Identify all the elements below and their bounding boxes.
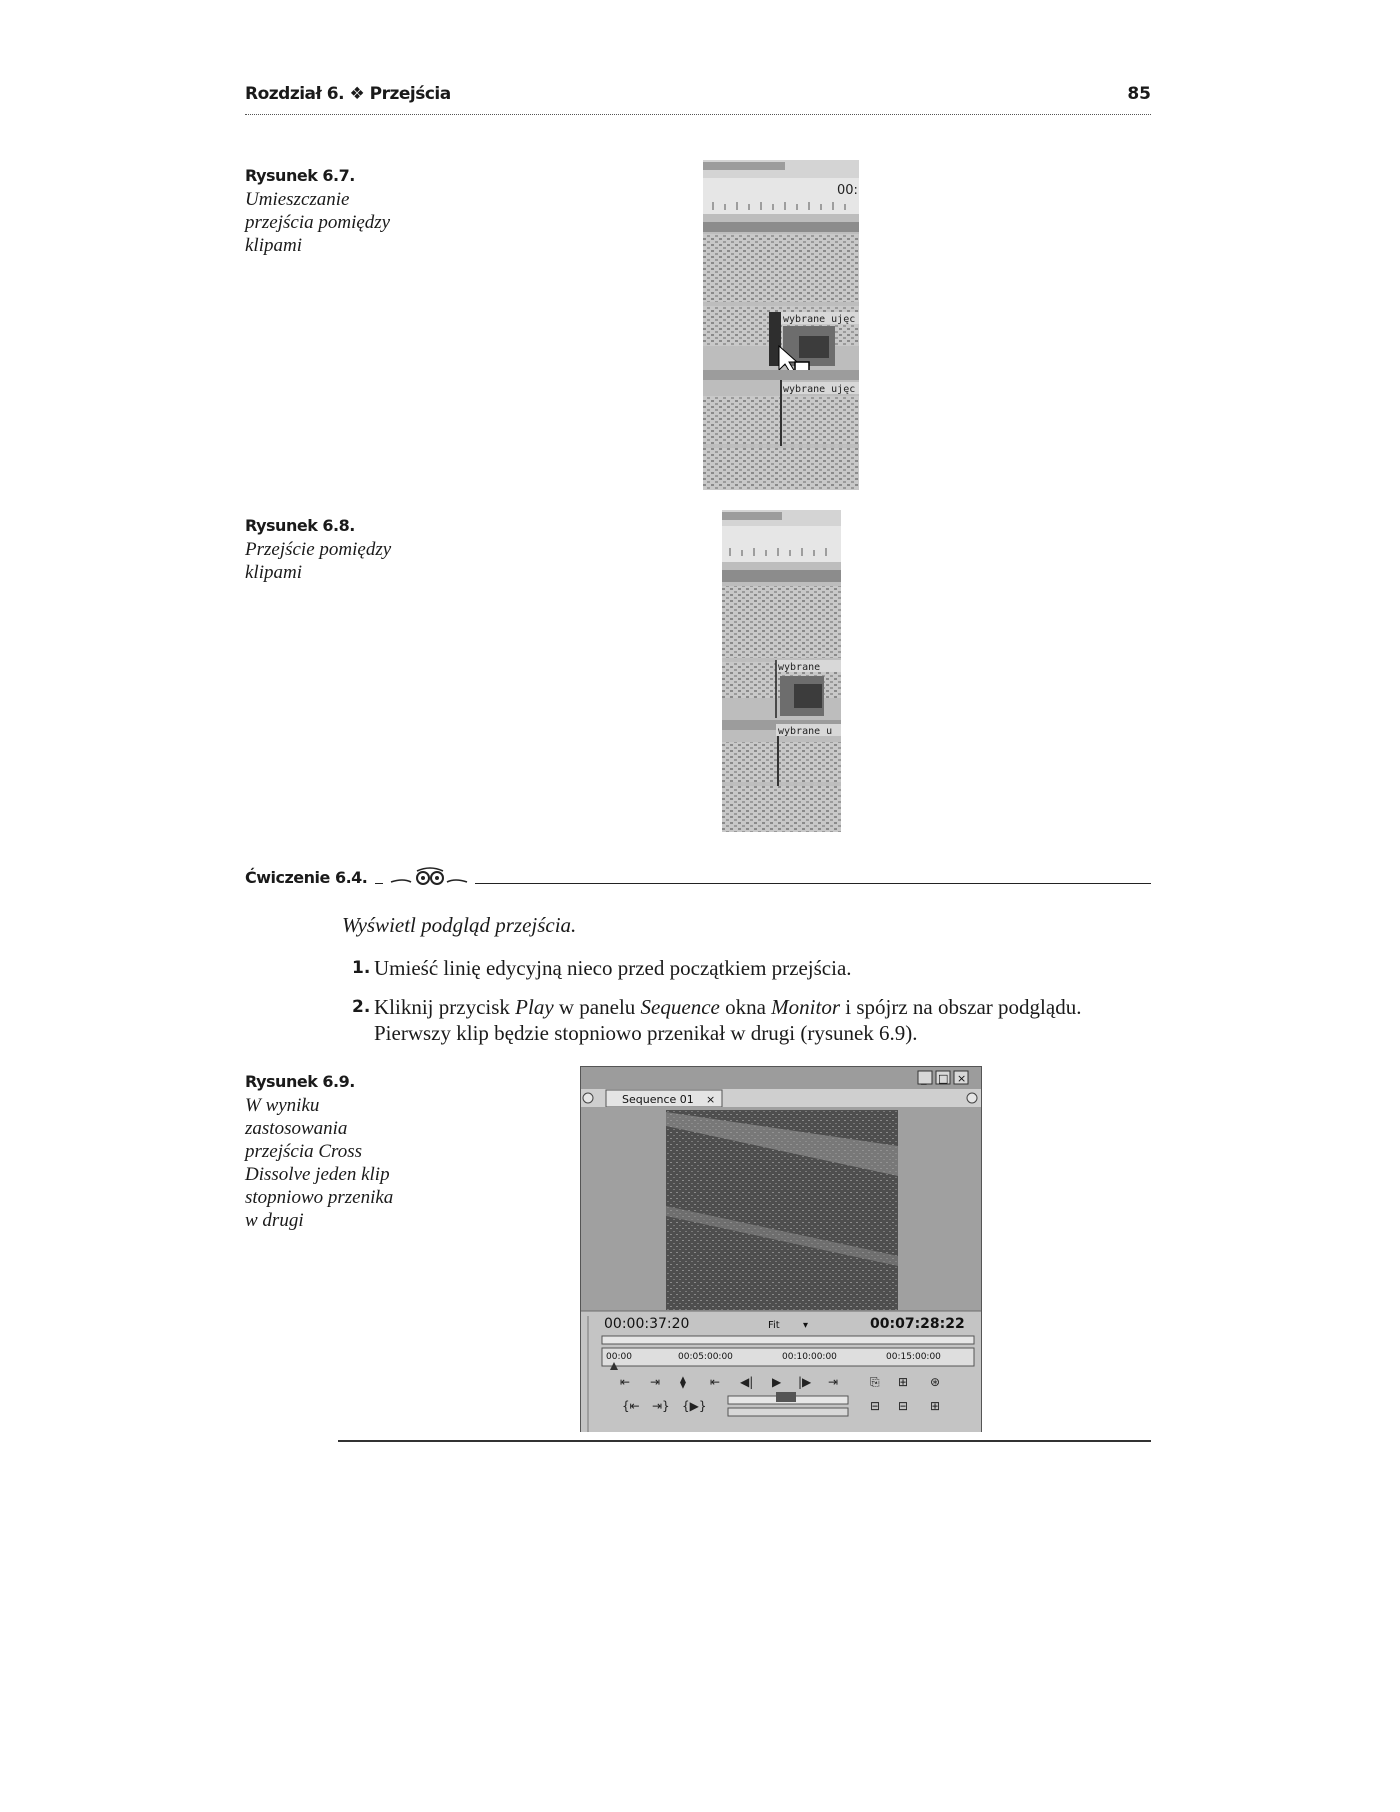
chapter-title: Rozdział 6. ❖ Przejścia [245, 84, 451, 104]
svg-text:00:05:00:00: 00:05:00:00 [678, 1352, 733, 1362]
figure-caption-text: Umieszczanie przejścia pomiędzy klipami [245, 189, 391, 256]
figure-6-7-screenshot [703, 160, 859, 490]
svg-text:wybrane ujęc: wybrane ujęc [783, 384, 856, 395]
svg-text:▾: ▾ [803, 1320, 809, 1331]
svg-text:00:10:00:00: 00:10:00:00 [782, 1352, 837, 1362]
svg-text:{⇤: {⇤ [622, 1399, 640, 1413]
svg-text:⇤: ⇤ [710, 1375, 721, 1389]
exercise-heading [245, 866, 1151, 892]
svg-text:⧫: ⧫ [680, 1375, 686, 1389]
svg-text:▶: ▶ [772, 1375, 782, 1389]
step-text: Umieść linię edycyjną nieco przed początkiem przejścia. [374, 956, 852, 980]
svg-text:⇥: ⇥ [650, 1375, 661, 1389]
svg-text:⊟: ⊟ [870, 1399, 881, 1413]
figure-label: Rysunek 6.8. [245, 516, 355, 535]
svg-text:Fit: Fit [768, 1320, 780, 1331]
step-text: Kliknij przycisk Play w panelu Sequence okna Monitor i spójrz na obszar podglądu. Pierwszy klip będzie stopniowo przenikał w drugi (rysunek 6.9). [374, 995, 1082, 1045]
svg-text:⇤: ⇤ [620, 1375, 631, 1389]
svg-text:00:15:00:00: 00:15:00:00 [886, 1352, 941, 1362]
svg-text:_: _ [921, 1072, 927, 1085]
figure-caption-6-8 [245, 514, 415, 584]
svg-text:Sequence 01: Sequence 01 [622, 1093, 694, 1106]
figure-caption-6-7 [245, 164, 415, 257]
svg-text:⇥}: ⇥} [652, 1399, 670, 1413]
exercise-intro: Wyświetl podgląd przejścia. [342, 913, 577, 937]
svg-text:00:00:37:20: 00:00:37:20 [604, 1316, 690, 1332]
svg-text:⊟: ⊟ [898, 1399, 909, 1413]
svg-text:⊛: ⊛ [930, 1375, 941, 1389]
svg-text:wybrane ujęc: wybrane ujęc [783, 314, 856, 325]
figure-caption-text: W wyniku zastosowania przejścia Cross Dissolve jeden klip stopniowo przenika w drugi [245, 1095, 394, 1231]
page-number: 85 [1127, 84, 1151, 104]
exercise-label: Ćwiczenie 6.4. [245, 868, 375, 887]
figure-label: Rysunek 6.9. [245, 1072, 355, 1091]
svg-text:00:07:28:22: 00:07:28:22 [870, 1316, 965, 1332]
svg-text:{▶}: {▶} [682, 1399, 707, 1413]
figure-caption-6-9 [245, 1070, 395, 1232]
exercise-rule [245, 883, 1151, 884]
step-2 [352, 994, 1152, 1046]
svg-text:◀|: ◀| [740, 1375, 754, 1389]
step-1 [352, 955, 1152, 981]
ornament-icon [383, 866, 475, 893]
figure-caption-text: Przejście pomiędzy klipami [245, 539, 392, 583]
running-header [245, 84, 1151, 115]
step-number: 2. [352, 997, 371, 1017]
step-number: 1. [352, 958, 371, 978]
svg-text:×: × [957, 1072, 967, 1085]
figure-6-9-screenshot [580, 1066, 982, 1432]
svg-text:□: □ [938, 1072, 949, 1085]
figure-6-8-screenshot [722, 510, 841, 832]
svg-text:⊞: ⊞ [898, 1375, 909, 1389]
svg-text:wybrane u: wybrane u [778, 726, 833, 737]
svg-text:×: × [706, 1093, 716, 1106]
svg-text:00:: 00: [837, 183, 858, 198]
svg-text:wybrane: wybrane [778, 662, 821, 673]
svg-text:⎘: ⎘ [870, 1375, 880, 1389]
svg-text:⇥: ⇥ [828, 1375, 839, 1389]
figure-label: Rysunek 6.7. [245, 166, 355, 185]
bottom-rule [338, 1440, 1151, 1442]
svg-text:⊞: ⊞ [930, 1399, 941, 1413]
svg-text:|▶: |▶ [798, 1375, 812, 1389]
svg-text:00:00: 00:00 [606, 1352, 632, 1362]
